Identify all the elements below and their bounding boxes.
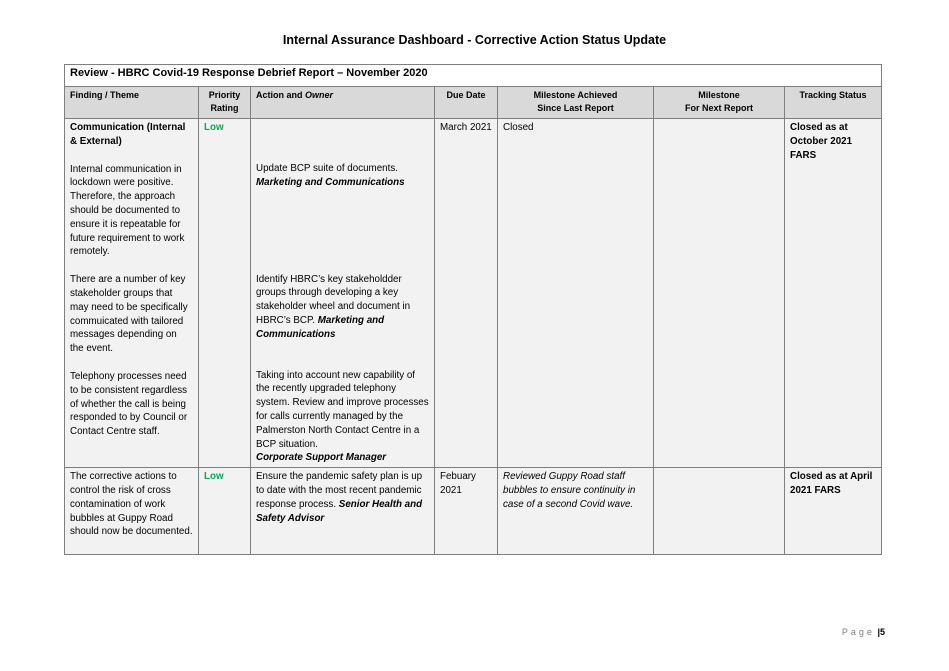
finding-cell <box>65 119 199 468</box>
action-cell <box>251 468 435 555</box>
action-text: Update BCP suite of documents. <box>256 163 398 174</box>
priority-rating: Low <box>204 122 224 133</box>
due-date-cell: March 2021 <box>435 119 498 468</box>
action-text: Identify HBRC’s key stakeholdder groups through developing a key stakeholder wheel and document in HBRC’s BCP. <box>256 273 411 326</box>
action-text: Taking into account new capability of the recently upgraded telephony system. Review and improve processes for calls currently managed by the Palmerston North Contact Centre in a BCP situation. <box>256 369 429 450</box>
header-action-prefix: Action and <box>256 90 305 100</box>
header-milestone-achieved-line1: Milestone Achieved <box>533 90 618 100</box>
header-due-date: Due Date <box>435 87 498 119</box>
header-action-owner: Owner <box>305 90 334 100</box>
page-footer <box>842 627 885 637</box>
action-item <box>256 369 429 466</box>
tracking-status-cell: Closed as at October 2021 FARS <box>785 119 882 468</box>
milestone-next-cell <box>654 468 785 555</box>
action-item <box>256 162 429 190</box>
milestone-next-cell <box>654 119 785 468</box>
header-action <box>251 87 435 119</box>
header-milestone-achieved-line2: Since Last Report <box>537 102 614 113</box>
header-priority-line1: Priority <box>208 90 241 100</box>
finding-cell: The corrective actions to control the risk of cross contamination of work bubbles at Guppy Road should now be documented. <box>65 468 199 555</box>
action-owner: Marketing and Communications <box>256 314 385 340</box>
tracking-status-cell: Closed as at April 2021 FARS <box>785 468 882 555</box>
header-finding: Finding / Theme <box>65 87 199 119</box>
header-milestone-next-line1: Milestone <box>698 90 740 100</box>
page-number: 5 <box>879 627 885 637</box>
review-title-row <box>65 65 882 87</box>
action-item <box>256 273 429 342</box>
due-date-cell: Febuary 2021 <box>435 468 498 555</box>
page-title: Internal Assurance Dashboard - Corrective Action Status Update <box>282 33 667 47</box>
page-label: Page <box>841 627 875 637</box>
action-cell <box>251 119 435 468</box>
milestone-achieved-text: Reviewed Guppy Road staff bubbles to ensure continuity in case of a second Covid wave. <box>503 471 636 510</box>
action-owner: Marketing and Communications <box>256 176 405 188</box>
table-row <box>65 119 882 468</box>
action-text: Ensure the pandemic safety plan is up to date with the most recent pandemic response process. <box>256 471 423 510</box>
action-owner: Corporate Support Manager <box>256 452 387 464</box>
priority-rating: Low <box>204 471 224 483</box>
milestone-achieved-cell <box>498 468 654 555</box>
corrective-action-table <box>64 64 882 555</box>
header-milestone-achieved <box>498 87 654 119</box>
review-title: Review - HBRC Covid-19 Response Debrief Report – November 2020 <box>65 65 882 87</box>
finding-paragraph: Internal communication in lockdown were positive. Therefore, the approach should be documented to ensure it is repeatable for future requirement to work remotely. <box>70 163 185 258</box>
milestone-achieved-cell: Closed <box>498 119 654 468</box>
table-row <box>65 468 882 555</box>
header-priority-line2: Rating <box>210 102 239 113</box>
page-separator: | <box>877 627 880 637</box>
finding-title: Communication (Internal & External) <box>70 122 186 147</box>
finding-paragraph: Telephony processes need to be consistent regardless of whether the call is being responded to by Council or Contact Centre staff. <box>70 370 188 438</box>
priority-cell <box>199 468 251 555</box>
header-priority <box>199 87 251 119</box>
header-tracking-status: Tracking Status <box>785 87 882 119</box>
table-header-row <box>65 87 882 119</box>
header-milestone-next <box>654 87 785 119</box>
finding-paragraph: There are a number of key stakeholder groups that may need to be specifically commuicated with tailored messages depending on the event. <box>70 274 188 355</box>
priority-cell <box>199 119 251 468</box>
header-milestone-next-line2: For Next Report <box>684 102 753 113</box>
action-owner: Senior Health and Safety Advisor <box>256 498 423 524</box>
